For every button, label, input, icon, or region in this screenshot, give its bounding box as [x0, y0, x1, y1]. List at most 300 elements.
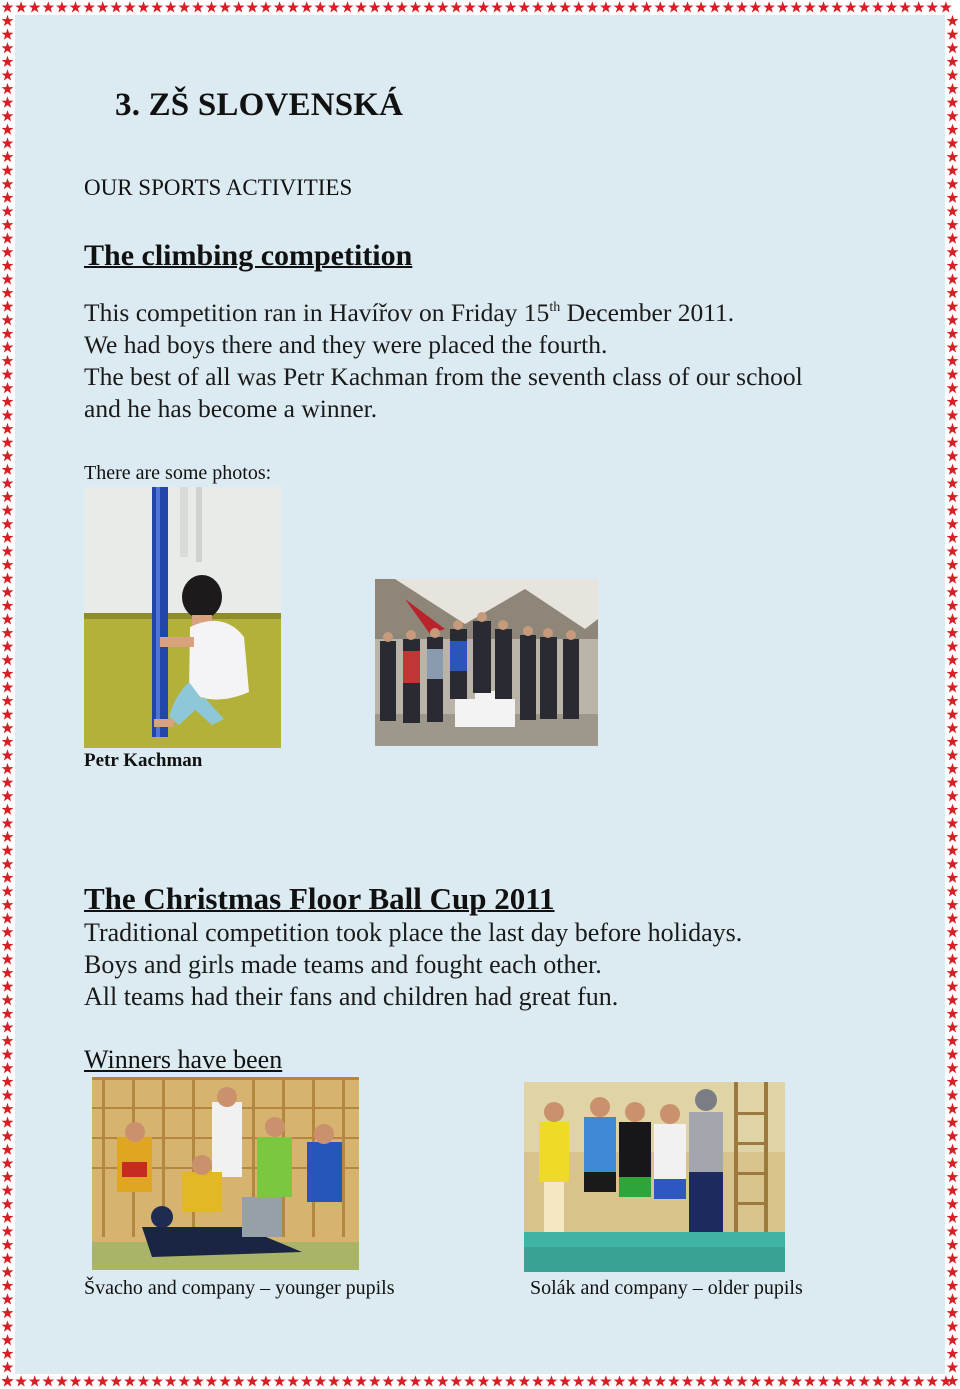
border-star [947, 124, 959, 135]
border-star [947, 926, 959, 937]
border-star [491, 1, 503, 12]
border-star [2, 1321, 14, 1332]
border-star [2, 545, 14, 556]
border-star [219, 1, 231, 12]
border-star [2, 165, 14, 176]
border-star [2, 1144, 14, 1155]
border-star [2, 1117, 14, 1128]
border-star [913, 1, 925, 12]
border-star [2, 396, 14, 407]
floorball-line-1: Traditional competition took place the last day before holidays. [84, 918, 743, 947]
border-star [600, 1, 612, 12]
border-star [260, 1, 272, 12]
border-star [2, 409, 14, 420]
section-subheading: OUR SPORTS ACTIVITIES [84, 175, 353, 200]
border-star [947, 994, 959, 1005]
border-star [831, 1375, 843, 1386]
border-star [654, 1375, 666, 1386]
border-star [2, 273, 14, 284]
border-star [709, 1375, 721, 1386]
border-star [947, 219, 959, 230]
border-star [668, 1, 680, 12]
border-star [947, 29, 959, 40]
border-star [695, 1375, 707, 1386]
border-star [947, 355, 959, 366]
border-star [70, 1375, 82, 1386]
border-star [947, 967, 959, 978]
border-star [423, 1, 435, 12]
border-star [947, 981, 959, 992]
border-star [97, 1, 109, 12]
border-star [947, 532, 959, 543]
border-star [947, 1171, 959, 1182]
border-star [947, 790, 959, 801]
border-star [600, 1375, 612, 1386]
border-star [947, 1239, 959, 1250]
border-star [763, 1375, 775, 1386]
border-star [682, 1, 694, 12]
border-star [2, 994, 14, 1005]
border-star [845, 1375, 857, 1386]
border-star [260, 1375, 272, 1386]
border-star [29, 1, 41, 12]
border-star [2, 1076, 14, 1087]
border-star [947, 1307, 959, 1318]
border-star [682, 1375, 694, 1386]
border-star [790, 1375, 802, 1386]
border-star [947, 722, 959, 733]
border-star [947, 369, 959, 380]
border-star [2, 899, 14, 910]
border-star [56, 1, 68, 12]
border-star [641, 1375, 653, 1386]
border-star [2, 668, 14, 679]
border-star [947, 192, 959, 203]
border-star [2, 192, 14, 203]
border-star [947, 1225, 959, 1236]
border-star [2, 110, 14, 121]
border-star [2, 437, 14, 448]
border-star [192, 1, 204, 12]
border-star [206, 1375, 218, 1386]
podium-photo [375, 579, 598, 746]
border-star [2, 491, 14, 502]
floorball-line-3: All teams had their fans and children had great fun. [84, 982, 619, 1011]
border-star [947, 1117, 959, 1128]
border-star [722, 1375, 734, 1386]
border-star [2, 532, 14, 543]
border-star [947, 1049, 959, 1060]
border-star [382, 1375, 394, 1386]
border-star [301, 1375, 313, 1386]
border-star [206, 1, 218, 12]
border-star [947, 1089, 959, 1100]
border-star [2, 885, 14, 896]
border-star [2, 777, 14, 788]
border-star [641, 1, 653, 12]
border-star [872, 1, 884, 12]
border-star [83, 1375, 95, 1386]
border-star [818, 1375, 830, 1386]
border-star [2, 29, 14, 40]
border-star [947, 1348, 959, 1359]
border-star [2, 124, 14, 135]
border-star [2, 205, 14, 216]
border-star [15, 1375, 27, 1386]
border-star [947, 1253, 959, 1264]
border-star [947, 668, 959, 679]
border-star [138, 1375, 150, 1386]
border-star [947, 858, 959, 869]
border-star [178, 1375, 190, 1386]
climbing-heading: The climbing competition [84, 239, 413, 272]
border-star [532, 1, 544, 12]
border-star [246, 1375, 258, 1386]
border-star [29, 1375, 41, 1386]
border-star [2, 137, 14, 148]
border-star [654, 1, 666, 12]
border-star [573, 1, 585, 12]
border-star [947, 328, 959, 339]
border-star [2, 1089, 14, 1100]
border-star [2, 1130, 14, 1141]
border-star [2, 477, 14, 488]
border-star [56, 1375, 68, 1386]
border-star [947, 1008, 959, 1019]
border-star [886, 1, 898, 12]
border-star [2, 83, 14, 94]
photos-intro: There are some photos: [84, 462, 272, 484]
border-star [947, 56, 959, 67]
border-star [777, 1, 789, 12]
border-star [342, 1, 354, 12]
border-star [947, 205, 959, 216]
border-star [274, 1, 286, 12]
border-star [2, 518, 14, 529]
border-star [178, 1, 190, 12]
younger-pupils-caption: Švacho and company – younger pupils [84, 1277, 395, 1299]
border-star [2, 681, 14, 692]
border-star [947, 804, 959, 815]
border-star [947, 450, 959, 461]
border-star [2, 559, 14, 570]
border-star [2, 1334, 14, 1345]
border-star [947, 913, 959, 924]
border-star [947, 42, 959, 53]
border-star [2, 369, 14, 380]
border-star [947, 872, 959, 883]
border-star [2, 178, 14, 189]
border-star [2, 763, 14, 774]
border-star [2, 505, 14, 516]
border-star [518, 1, 530, 12]
school-title: 3. ZŠ SLOVENSKÁ [115, 87, 404, 123]
border-star [947, 940, 959, 951]
border-star [947, 178, 959, 189]
border-star [709, 1, 721, 12]
border-star [2, 804, 14, 815]
border-star [886, 1375, 898, 1386]
border-star [627, 1375, 639, 1386]
border-star [2, 790, 14, 801]
page-content [15, 15, 945, 1374]
border-star [138, 1, 150, 12]
border-star [2, 1225, 14, 1236]
border-star [2, 586, 14, 597]
border-star [478, 1, 490, 12]
border-star [872, 1375, 884, 1386]
border-star [559, 1375, 571, 1386]
border-star [586, 1, 598, 12]
border-star [2, 423, 14, 434]
border-star [2, 953, 14, 964]
border-star [437, 1375, 449, 1386]
border-star [947, 749, 959, 760]
border-star [614, 1, 626, 12]
border-star [287, 1, 299, 12]
border-star [464, 1, 476, 12]
border-star [2, 1253, 14, 1264]
border-star [947, 1185, 959, 1196]
border-star [192, 1375, 204, 1386]
border-star [2, 1171, 14, 1182]
border-star [2, 233, 14, 244]
border-star [777, 1375, 789, 1386]
border-star [947, 165, 959, 176]
border-star [913, 1375, 925, 1386]
border-star [546, 1, 558, 12]
border-star [947, 382, 959, 393]
border-star [478, 1375, 490, 1386]
border-star [947, 899, 959, 910]
border-star [559, 1, 571, 12]
border-star [722, 1, 734, 12]
border-star [2, 1307, 14, 1318]
border-star [947, 831, 959, 842]
border-star [750, 1375, 762, 1386]
floorball-heading: The Christmas Floor Ball Cup 2011 [84, 881, 555, 916]
border-star [627, 1, 639, 12]
border-star [947, 396, 959, 407]
border-star [947, 246, 959, 257]
border-star [369, 1375, 381, 1386]
border-star [2, 913, 14, 924]
border-star [2, 749, 14, 760]
border-star [246, 1, 258, 12]
border-star [124, 1, 136, 12]
border-star [947, 763, 959, 774]
border-star [899, 1, 911, 12]
border-star [314, 1375, 326, 1386]
border-star [947, 1266, 959, 1277]
border-star [2, 69, 14, 80]
border-star [165, 1375, 177, 1386]
border-star [2, 627, 14, 638]
border-star [328, 1375, 340, 1386]
border-star [42, 1, 54, 12]
border-star [947, 97, 959, 108]
border-star [2, 1, 14, 12]
border-star [858, 1375, 870, 1386]
border-star [947, 573, 959, 584]
border-star [287, 1375, 299, 1386]
border-star [165, 1, 177, 12]
border-star [2, 464, 14, 475]
border-star [2, 1021, 14, 1032]
border-star [947, 1062, 959, 1073]
border-star [947, 301, 959, 312]
border-star [396, 1375, 408, 1386]
border-star [573, 1375, 585, 1386]
border-star [2, 600, 14, 611]
border-star [614, 1375, 626, 1386]
winners-label: Winners have been [84, 1045, 283, 1074]
border-star [2, 328, 14, 339]
border-star [2, 641, 14, 652]
border-star [2, 1280, 14, 1291]
border-star [586, 1375, 598, 1386]
border-star [2, 341, 14, 352]
border-star [2, 695, 14, 706]
border-star [151, 1375, 163, 1386]
border-star [219, 1375, 231, 1386]
border-star [947, 1035, 959, 1046]
border-star [947, 1198, 959, 1209]
older-pupils-caption: Solák and company – older pupils [530, 1277, 803, 1299]
border-star [233, 1375, 245, 1386]
border-star [947, 545, 959, 556]
border-star [532, 1375, 544, 1386]
younger-pupils-photo [92, 1077, 359, 1270]
border-star [947, 817, 959, 828]
border-star [947, 1212, 959, 1223]
border-star [695, 1, 707, 12]
border-star [124, 1375, 136, 1386]
border-star [110, 1, 122, 12]
border-star [947, 953, 959, 964]
climbing-line-4: and he has become a winner. [84, 394, 378, 423]
border-star [2, 314, 14, 325]
border-star [947, 777, 959, 788]
border-star [940, 1, 952, 12]
border-star [83, 1, 95, 12]
border-star [947, 681, 959, 692]
border-star [2, 450, 14, 461]
border-star [2, 97, 14, 108]
border-star [899, 1375, 911, 1386]
border-star [2, 15, 14, 26]
border-star [314, 1, 326, 12]
border-star [2, 736, 14, 747]
border-star [2, 573, 14, 584]
border-star [804, 1375, 816, 1386]
border-star [2, 613, 14, 624]
border-star [947, 1021, 959, 1032]
climbing-line-1: This competition ran in Havířov on Friday 15th December 2011. [84, 298, 735, 327]
border-star [505, 1375, 517, 1386]
border-star [328, 1, 340, 12]
border-star [382, 1, 394, 12]
border-star [2, 1293, 14, 1304]
border-star [947, 845, 959, 856]
border-star [2, 1062, 14, 1073]
border-star [947, 1103, 959, 1114]
border-star [437, 1, 449, 12]
climbing-line-2: We had boys there and they were placed the fourth. [84, 330, 608, 359]
border-star [2, 1103, 14, 1114]
border-star [845, 1, 857, 12]
border-star [947, 1076, 959, 1087]
border-star [355, 1375, 367, 1386]
border-star [2, 926, 14, 937]
border-star [947, 273, 959, 284]
border-star [15, 1, 27, 12]
border-star [2, 831, 14, 842]
border-star [947, 1280, 959, 1291]
border-star [2, 1185, 14, 1196]
border-star [450, 1, 462, 12]
border-star [818, 1, 830, 12]
border-star [804, 1, 816, 12]
border-star [369, 1, 381, 12]
border-star [2, 1157, 14, 1168]
border-star [2, 858, 14, 869]
border-star [947, 409, 959, 420]
border-star [947, 110, 959, 121]
older-pupils-photo [524, 1082, 785, 1272]
border-star [2, 246, 14, 257]
border-star [2, 42, 14, 53]
border-star [947, 1361, 959, 1372]
border-star [947, 423, 959, 434]
border-star [947, 83, 959, 94]
border-star [2, 654, 14, 665]
border-star [947, 885, 959, 896]
border-star [355, 1, 367, 12]
climbing-photo-caption: Petr Kachman [84, 750, 203, 771]
border-star [947, 654, 959, 665]
border-star [947, 641, 959, 652]
border-star [947, 260, 959, 271]
border-star [2, 967, 14, 978]
border-star [233, 1, 245, 12]
border-star [947, 736, 959, 747]
border-star [2, 1049, 14, 1060]
border-star [750, 1, 762, 12]
border-star [947, 437, 959, 448]
border-star [42, 1375, 54, 1386]
border-star [947, 627, 959, 638]
border-star [2, 981, 14, 992]
border-star [2, 219, 14, 230]
climbing-line-3: The best of all was Petr Kachman from the seventh class of our school [84, 362, 803, 391]
border-star [831, 1, 843, 12]
border-star [2, 56, 14, 67]
border-star [947, 1130, 959, 1141]
border-star [947, 709, 959, 720]
border-star [947, 1334, 959, 1345]
border-star [2, 1212, 14, 1223]
border-star [947, 518, 959, 529]
border-star [947, 505, 959, 516]
border-star [947, 314, 959, 325]
border-star [668, 1375, 680, 1386]
border-star [947, 287, 959, 298]
border-star [736, 1375, 748, 1386]
climbing-wall-photo [84, 487, 281, 748]
border-star [947, 341, 959, 352]
border-star [546, 1375, 558, 1386]
